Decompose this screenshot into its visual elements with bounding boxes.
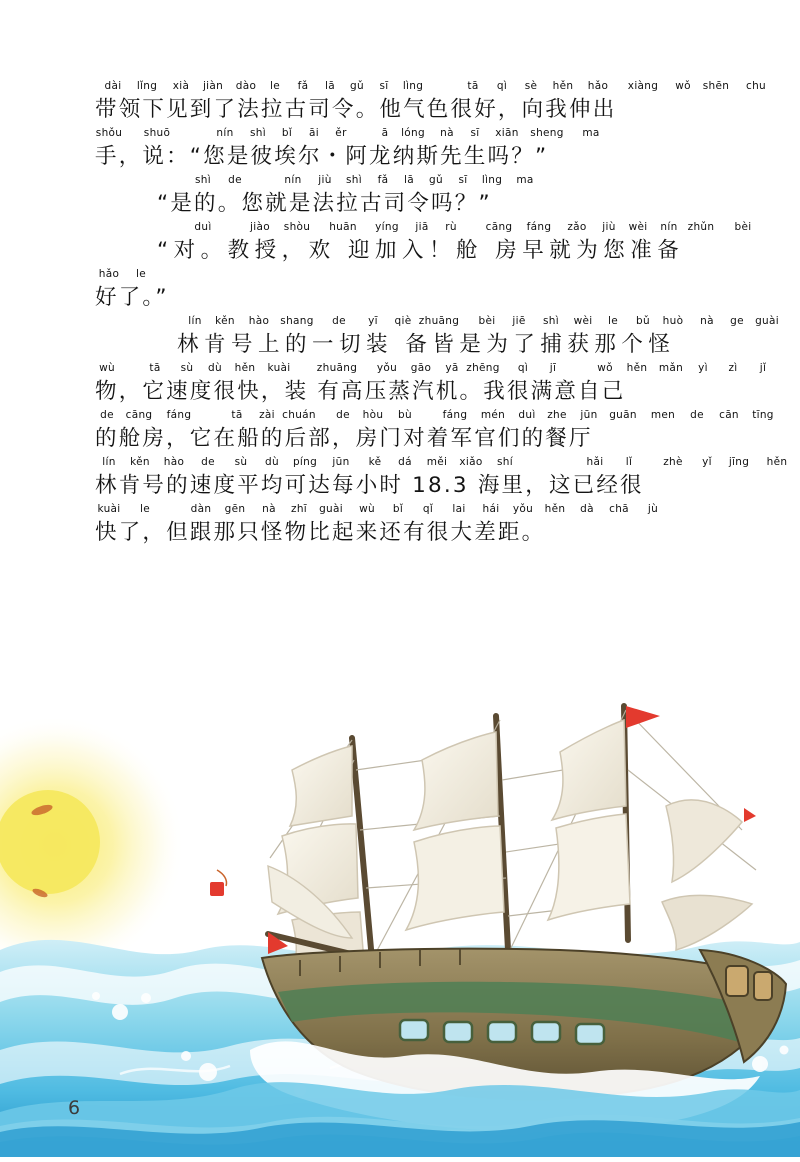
text-line xyxy=(95,362,767,409)
pinyin-row: de cāng fáng tā zài chuán de hòu bù fáng mén duì zhe jūn guān men de cān tīng xyxy=(100,409,774,421)
text-line xyxy=(95,315,779,362)
pinyin-row: kuài le dàn gēn nà zhī guài wù bǐ qǐ lai hái yǒu hěn dà chā jù xyxy=(97,503,659,515)
text-line xyxy=(95,221,752,268)
text-line xyxy=(95,503,715,550)
pinyin-row: dài lǐng xià jiàn dào le fǎ lā gǔ sī lìng tā qì sè hěn hǎo xiàng wǒ shēn chu xyxy=(104,80,766,92)
hanzi-line: 快了，但跟那只怪物比起来还有很大差距。 xyxy=(95,520,546,545)
page-number: 6 xyxy=(68,1097,81,1119)
pinyin-row: hǎo le xyxy=(98,268,146,280)
lantern-icon xyxy=(210,882,224,896)
sail xyxy=(548,814,630,920)
hanzi-line: 林肯号的速度平均可达每小时 18.3 海里，这已经很 xyxy=(95,473,644,498)
pinyin-row: shǒu shuō nín shì bǐ āi ěr ā lóng nà sī xiān sheng ma xyxy=(95,127,600,139)
text-line xyxy=(95,268,715,315)
pinyin-row: lín kěn hào de sù dù píng jūn kě dá měi xiǎo shí hǎi lǐ zhè yǐ jīng hěn xyxy=(102,456,788,468)
hanzi-line: 林肯号上的一切装 备皆是为了捕获那个怪 xyxy=(177,332,676,357)
ship-illustration-svg xyxy=(0,620,800,1157)
hanzi-line: “是的。您就是法拉古司令吗？” xyxy=(157,191,492,216)
text-line xyxy=(95,409,774,456)
hanzi-line: “对。教授，欢 迎加入！舱 房早就为您准备 xyxy=(157,238,685,263)
text-line xyxy=(95,80,766,127)
text-line xyxy=(95,174,715,221)
hanzi-line: 的舱房，它在船的后部，房门对着军官们的餐厅 xyxy=(95,426,593,451)
hanzi-line: 手，说：“您是彼埃尔・阿龙纳斯先生吗？” xyxy=(95,144,549,169)
pinyin-row: shì de nín jiù shì fǎ lā gǔ sī lìng ma xyxy=(195,174,534,186)
pinyin-row: lín kěn hào shang de yī qiè zhuāng bèi jiē shì wèi le bǔ huò nà ge guài xyxy=(188,315,779,327)
body-text xyxy=(95,80,788,550)
pinyin-row: wù tā sù dù hěn kuài zhuāng yǒu gāo yā zhēng qì jī wǒ hěn mǎn yì zì jǐ xyxy=(99,362,767,374)
text-line xyxy=(95,127,715,174)
illustration xyxy=(0,620,800,1157)
hanzi-line: 带领下见到了法拉古司令。他气色很好，向我伸出 xyxy=(95,97,617,122)
text-line xyxy=(95,456,788,503)
hanzi-line: 好了。” xyxy=(95,285,169,310)
hanzi-line: 物，它速度很快，装 有高压蒸汽机。我很满意自己 xyxy=(95,379,626,404)
pinyin-row: duì jiào shòu huān yíng jiā rù cāng fáng zǎo jiù wèi nín zhǔn bèi xyxy=(194,221,752,233)
